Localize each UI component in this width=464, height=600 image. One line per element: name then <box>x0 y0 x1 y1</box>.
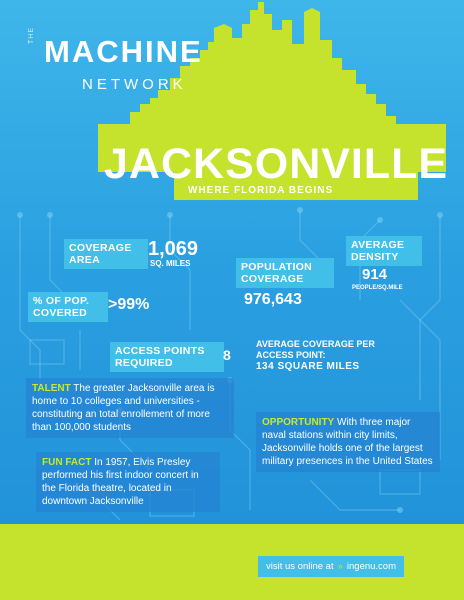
pct-covered-value: >99% <box>108 296 150 313</box>
avg-coverage-label: AVERAGE COVERAGE PER ACCESS POINT: <box>256 339 375 360</box>
city-tagline: WHERE FLORIDA BEGINS <box>188 185 334 196</box>
visit-link[interactable] <box>258 556 404 577</box>
fun-fact <box>36 452 220 512</box>
opportunity-fact <box>256 412 440 472</box>
brand-logo: MACHINE <box>44 34 203 69</box>
fun-fact-key: FUN FACT <box>42 457 92 468</box>
avg-coverage-value: 134 SQUARE MILES <box>256 361 360 372</box>
talent-fact <box>26 378 234 438</box>
access-points-value: 8 <box>223 347 231 363</box>
average-density-value: 914 <box>362 266 388 283</box>
visit-separator: » <box>337 561 343 572</box>
brand-subtitle: NETWORK <box>82 76 187 93</box>
visit-url[interactable]: ingenu.com <box>346 561 397 572</box>
opportunity-text: With three major naval stations within city limits, Jacksonville holds one of the largest military presences in the United States <box>262 417 433 467</box>
talent-text: The greater Jacksonville area is home to 10 colleges and universities - constituting an total enrollement of more than 100,000 students <box>32 383 215 433</box>
average-density-unit: PEOPLE/SQ.MILE <box>352 285 403 291</box>
access-points-label: ACCESS POINTS REQUIRED <box>110 342 224 372</box>
population-coverage-label: POPULATION COVERAGE <box>236 258 334 288</box>
coverage-area-value: 1,069 <box>148 238 199 260</box>
average-density-label: AVERAGE DENSITY <box>346 236 422 266</box>
brand-prefix: THE <box>28 27 35 44</box>
population-coverage-value: 976,643 <box>244 291 302 308</box>
city-title: JACKSONVILLE <box>104 140 449 188</box>
opportunity-key: OPPORTUNITY <box>262 417 335 428</box>
visit-text: visit us online at <box>266 561 334 572</box>
coverage-area-label: COVERAGE AREA <box>64 239 148 269</box>
pct-covered-label: % OF POP. COVERED <box>28 292 108 322</box>
fun-fact-text: In 1957, Elvis Presley performed his first indoor concert in the Florida theatre, located in downtown Jacksonville <box>42 457 199 507</box>
talent-key: TALENT <box>32 383 71 394</box>
coverage-area-unit: SQ. MILES <box>150 259 191 268</box>
